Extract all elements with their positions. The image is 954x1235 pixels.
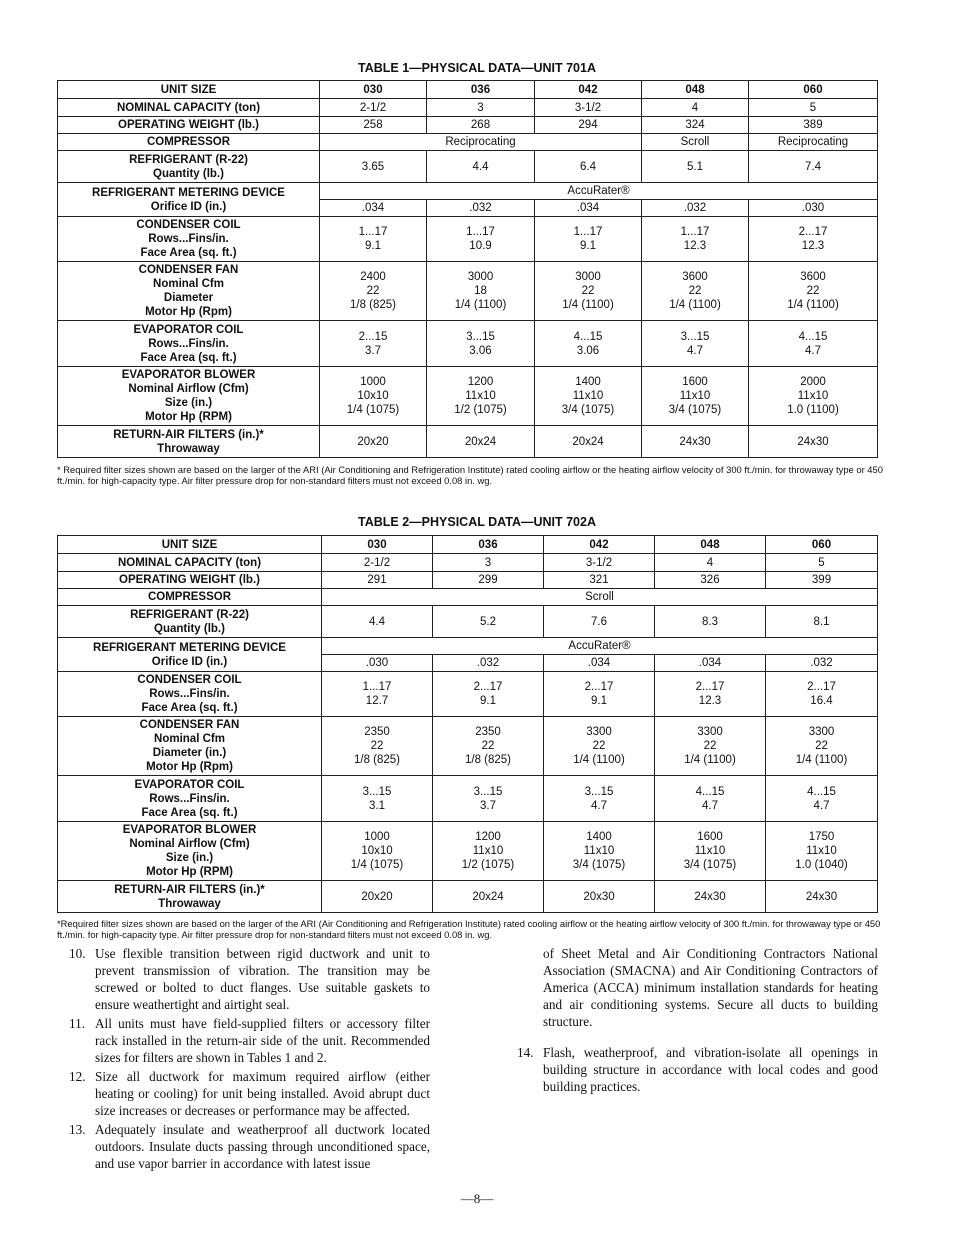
table1-physical-data-701a [57, 80, 878, 458]
table-cell: 5 [766, 554, 878, 572]
unit-size-036: 036 [433, 536, 544, 554]
metering-device-value: AccuRater® [320, 183, 878, 200]
table-cell: 20x30 [544, 881, 655, 913]
table-cell: 4.4 [322, 606, 433, 638]
table-cell: 1...17 9.1 [320, 217, 427, 262]
row-return-air-filters-in [58, 881, 878, 913]
item-13-continuation: of Sheet Metal and Air Conditioning Contractors National Association (SMACNA) and Air Conditioning Contractors of America (ACCA) minimum installation standards for heating and air conditioning systems. Secure all ducts to building structure. [543, 946, 878, 1029]
row-label: EVAPORATOR BLOWER Nominal Airflow (Cfm) Size (in.) Motor Hp (RPM) [58, 367, 320, 426]
table-cell: .034 [535, 200, 642, 217]
table-cell: 2400 22 1/8 (825) [320, 262, 427, 321]
unit-size-030: 030 [322, 536, 433, 554]
row-label: CONDENSER COIL Rows...Fins/in. Face Area (sq. ft.) [58, 672, 322, 717]
table-cell: 4 [642, 99, 749, 117]
row-label: EVAPORATOR COIL Rows...Fins/in. Face Area (sq. ft.) [58, 321, 320, 367]
table-cell: 2350 22 1/8 (825) [433, 717, 544, 776]
instruction-item-12 [69, 1068, 430, 1119]
table-cell: 7.6 [544, 606, 655, 638]
table-cell: Reciprocating [320, 134, 642, 151]
item-text: Use flexible transition between rigid ductwork and unit to prevent transmission of vibration. The transition may be screwed or bolted to duct flanges. Use suitable gaskets to ensure weathertight and airtight seal. [95, 946, 430, 1012]
row-label: OPERATING WEIGHT (lb.) [58, 117, 320, 134]
table-cell: 3...15 4.7 [642, 321, 749, 367]
table-cell: 4 [655, 554, 766, 572]
unit-size-048: 048 [655, 536, 766, 554]
table2-physical-data-702a [57, 535, 878, 913]
table-cell: 3600 22 1/4 (1100) [749, 262, 878, 321]
row-label: REFRIGERANT METERING DEVICE Orifice ID (in.) [58, 638, 322, 672]
table-cell: 2...17 16.4 [766, 672, 878, 717]
table-cell: 1...17 9.1 [535, 217, 642, 262]
item-text: Flash, weatherproof, and vibration-isolate all openings in building structure in accordance with local codes and good building practices. [543, 1045, 878, 1094]
table-cell: 4.4 [427, 151, 535, 183]
table-cell: Scroll [322, 589, 878, 606]
item-number: 14. [517, 1045, 534, 1060]
table-cell: 3...15 3.1 [322, 776, 433, 822]
table-cell: 321 [544, 572, 655, 589]
instruction-item-14 [517, 1044, 878, 1095]
table-cell: 2...17 9.1 [433, 672, 544, 717]
table-cell: 1...17 10.9 [427, 217, 535, 262]
table-cell: 3300 22 1/4 (1100) [766, 717, 878, 776]
table2-footnote: *Required filter sizes shown are based on the larger of the ARI (Air Conditioning and Refrigeration Institute) rated cooling airflow or the heating airflow velocity of 300 ft./min. for throwaway type or 450 ft./min. for high-capacity type. Air filter pressure drop for non-standard filters must not exceed 0.08 in. wg. [57, 918, 881, 940]
table-cell: 291 [322, 572, 433, 589]
unit-size-060: 060 [749, 81, 878, 99]
table-cell: 24x30 [766, 881, 878, 913]
table-cell: .032 [642, 200, 749, 217]
table-cell: 1000 10x10 1/4 (1075) [322, 822, 433, 881]
table-cell: 24x30 [642, 426, 749, 458]
page-number: —8— [460, 1191, 494, 1206]
table-cell: 20x24 [535, 426, 642, 458]
row-label: REFRIGERANT METERING DEVICE Orifice ID (in.) [58, 183, 320, 217]
table-cell: 3-1/2 [535, 99, 642, 117]
table-cell: 3300 22 1/4 (1100) [544, 717, 655, 776]
row-label: REFRIGERANT (R-22) Quantity (lb.) [58, 151, 320, 183]
unit-size-header: UNIT SIZE [58, 536, 322, 554]
table-cell: 294 [535, 117, 642, 134]
table-cell: 8.3 [655, 606, 766, 638]
table-cell: 1750 11x10 1.0 (1040) [766, 822, 878, 881]
table-cell: 5.1 [642, 151, 749, 183]
item-text: Size all ductwork for maximum required airflow (either heating or cooling) for unit being installed. Avoid abrupt duct size increases or decreases or performance may be affected. [95, 1069, 430, 1118]
row-nominal-capacity-ton [58, 99, 878, 117]
table-cell: 3...15 4.7 [544, 776, 655, 822]
unit-size-042: 042 [535, 81, 642, 99]
table-cell: 3-1/2 [544, 554, 655, 572]
table-cell: 2-1/2 [320, 99, 427, 117]
instructions-left-column [69, 945, 430, 1174]
table-cell: 399 [766, 572, 878, 589]
table-cell: 3000 22 1/4 (1100) [535, 262, 642, 321]
row-evaporator-coil [58, 776, 878, 822]
table-cell: .034 [320, 200, 427, 217]
item-text: Adequately insulate and weatherproof all ductwork located outdoors. Insulate ducts passing through unconditioned space, and use vapor barrier in accordance with latest issue [95, 1122, 430, 1171]
table-cell: .032 [766, 655, 878, 672]
row-label: NOMINAL CAPACITY (ton) [58, 554, 322, 572]
instruction-item-13 [69, 1121, 430, 1172]
table-cell: 20x24 [433, 881, 544, 913]
metering-device-value: AccuRater® [322, 638, 878, 655]
row-label: RETURN-AIR FILTERS (in.)* Throwaway [58, 881, 322, 913]
row-label: CONDENSER FAN Nominal Cfm Diameter Motor Hp (Rpm) [58, 262, 320, 321]
row-condenser-coil [58, 672, 878, 717]
row-condenser-coil [58, 217, 878, 262]
table-cell: 5.2 [433, 606, 544, 638]
table-cell: 1400 11x10 3/4 (1075) [535, 367, 642, 426]
table-cell: 2...17 12.3 [749, 217, 878, 262]
instruction-item-11 [69, 1015, 430, 1066]
row-refrigerant-r-22 [58, 606, 878, 638]
table-cell: 20x20 [320, 426, 427, 458]
table-cell: 1000 10x10 1/4 (1075) [320, 367, 427, 426]
table-cell: .034 [544, 655, 655, 672]
table1-title: TABLE 1—PHYSICAL DATA—UNIT 701A [358, 61, 596, 75]
table-cell: 3.65 [320, 151, 427, 183]
table-cell: 299 [433, 572, 544, 589]
table-cell: 3...15 3.06 [427, 321, 535, 367]
table-cell: 4...15 4.7 [749, 321, 878, 367]
row-compressor [58, 589, 878, 606]
table-cell: 8.1 [766, 606, 878, 638]
row-label: EVAPORATOR COIL Rows...Fins/in. Face Area (sq. ft.) [58, 776, 322, 822]
table-cell: 1...17 12.3 [642, 217, 749, 262]
row-label: CONDENSER COIL Rows...Fins/in. Face Area (sq. ft.) [58, 217, 320, 262]
table-cell: 24x30 [655, 881, 766, 913]
instruction-item-10 [69, 945, 430, 1013]
table-cell: 20x20 [322, 881, 433, 913]
table-cell: .030 [749, 200, 878, 217]
table-cell: 3000 18 1/4 (1100) [427, 262, 535, 321]
table-cell: 3 [433, 554, 544, 572]
row-condenser-fan [58, 717, 878, 776]
table-cell: .030 [322, 655, 433, 672]
row-nominal-capacity-ton [58, 554, 878, 572]
table-cell: 1...17 12.7 [322, 672, 433, 717]
unit-size-header: UNIT SIZE [58, 81, 320, 99]
table-cell: 389 [749, 117, 878, 134]
table-cell: 3600 22 1/4 (1100) [642, 262, 749, 321]
row-label: OPERATING WEIGHT (lb.) [58, 572, 322, 589]
row-operating-weight-lb [58, 572, 878, 589]
table2-title: TABLE 2—PHYSICAL DATA—UNIT 702A [358, 515, 596, 529]
table-cell: 2000 11x10 1.0 (1100) [749, 367, 878, 426]
row-evaporator-blower [58, 367, 878, 426]
table-cell: 1200 11x10 1/2 (1075) [427, 367, 535, 426]
table-cell: 2...17 12.3 [655, 672, 766, 717]
table-cell: 324 [642, 117, 749, 134]
table-cell: 7.4 [749, 151, 878, 183]
table-cell: 1600 11x10 3/4 (1075) [642, 367, 749, 426]
row-refrigerant-r-22 [58, 151, 878, 183]
unit-size-036: 036 [427, 81, 535, 99]
table-cell: 3 [427, 99, 535, 117]
unit-size-048: 048 [642, 81, 749, 99]
table-cell: 4...15 4.7 [766, 776, 878, 822]
table-cell: 4...15 3.06 [535, 321, 642, 367]
row-label: REFRIGERANT (R-22) Quantity (lb.) [58, 606, 322, 638]
table-cell: 2-1/2 [322, 554, 433, 572]
instructions-right-column [517, 945, 878, 1097]
table-cell: 4...15 4.7 [655, 776, 766, 822]
table-cell: 2...17 9.1 [544, 672, 655, 717]
table-cell: .032 [427, 200, 535, 217]
table-cell: 2...15 3.7 [320, 321, 427, 367]
row-operating-weight-lb [58, 117, 878, 134]
row-refrigerant-metering-device [58, 638, 878, 655]
table-cell: 1600 11x10 3/4 (1075) [655, 822, 766, 881]
table-cell: Reciprocating [749, 134, 878, 151]
table-cell: 6.4 [535, 151, 642, 183]
table-cell: 258 [320, 117, 427, 134]
header-row [58, 81, 878, 99]
table-cell: .032 [433, 655, 544, 672]
unit-size-030: 030 [320, 81, 427, 99]
table1-footnote: * Required filter sizes shown are based on the larger of the ARI (Air Conditioning and Refrigeration Institute) rated cooling airflow or the heating airflow velocity of 300 ft./min. for throwaway type or 450 ft./min. for high-capacity type. Air filter pressure drop for non-standard filters must not exceed 0.08 in. wg. [57, 464, 883, 486]
item-number: 13. [69, 1122, 86, 1137]
table-cell: 1400 11x10 3/4 (1075) [544, 822, 655, 881]
header-row [58, 536, 878, 554]
row-label: CONDENSER FAN Nominal Cfm Diameter (in.) Motor Hp (Rpm) [58, 717, 322, 776]
row-label: RETURN-AIR FILTERS (in.)* Throwaway [58, 426, 320, 458]
item-number: 12. [69, 1069, 86, 1084]
row-label: COMPRESSOR [58, 589, 322, 606]
unit-size-042: 042 [544, 536, 655, 554]
row-label: COMPRESSOR [58, 134, 320, 151]
row-label: EVAPORATOR BLOWER Nominal Airflow (Cfm) Size (in.) Motor Hp (RPM) [58, 822, 322, 881]
row-condenser-fan [58, 262, 878, 321]
row-label: NOMINAL CAPACITY (ton) [58, 99, 320, 117]
table-cell: 5 [749, 99, 878, 117]
row-evaporator-blower [58, 822, 878, 881]
table-cell: .034 [655, 655, 766, 672]
row-refrigerant-metering-device [58, 183, 878, 200]
table-cell: 268 [427, 117, 535, 134]
row-compressor [58, 134, 878, 151]
table-cell: 2350 22 1/8 (825) [322, 717, 433, 776]
table-cell: 1200 11x10 1/2 (1075) [433, 822, 544, 881]
table-cell: Scroll [642, 134, 749, 151]
unit-size-060: 060 [766, 536, 878, 554]
table-cell: 326 [655, 572, 766, 589]
table-cell: 3...15 3.7 [433, 776, 544, 822]
table-cell: 3300 22 1/4 (1100) [655, 717, 766, 776]
row-return-air-filters-in [58, 426, 878, 458]
item-number: 11. [69, 1016, 85, 1031]
row-evaporator-coil [58, 321, 878, 367]
item-text: All units must have field-supplied filters or accessory filter rack installed in the return-air side of the unit. Recommended sizes for filters are shown in Tables 1 and 2. [95, 1016, 430, 1065]
table-cell: 20x24 [427, 426, 535, 458]
item-number: 10. [69, 946, 86, 961]
table-cell: 24x30 [749, 426, 878, 458]
